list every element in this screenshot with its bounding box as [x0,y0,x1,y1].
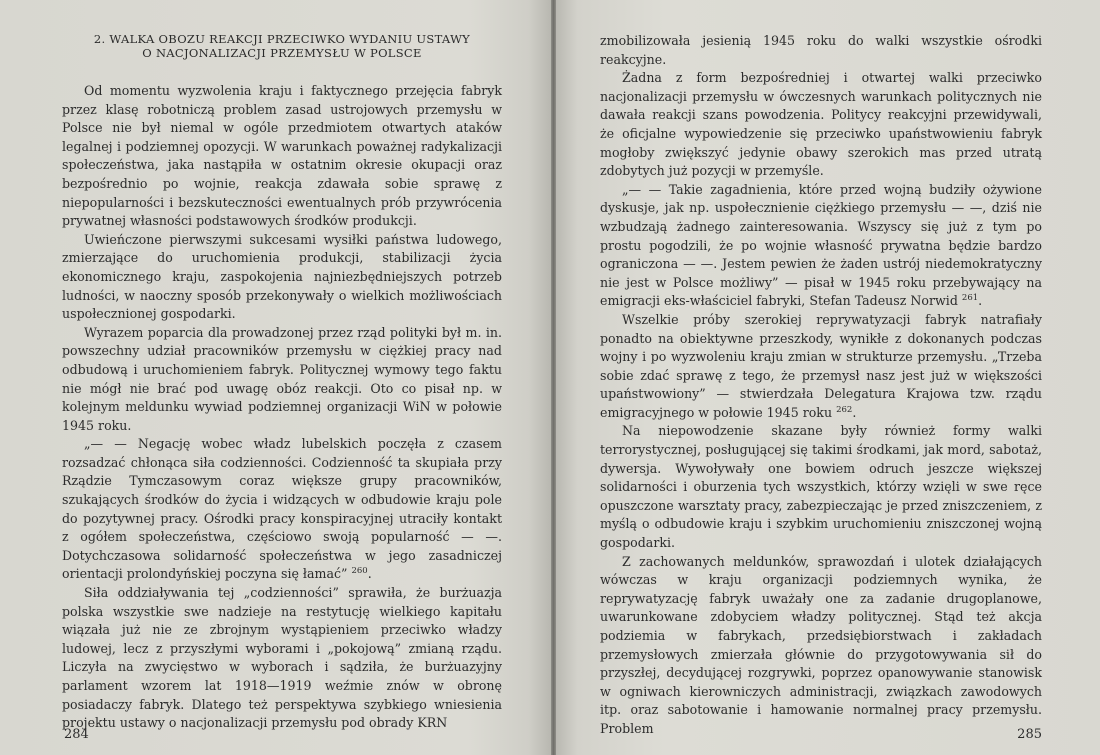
right-page-text [600,32,1042,739]
left-page-text [62,82,502,733]
paragraph: Z zachowanych meldunków, sprawozdań i ulotek działających wówczas w kraju organizacji podziemnych wynika, że reprywatyzację fabryk uważały one za zadanie drugoplanowe, uwarunkowane zdobyciem władzy politycznej. Stąd też akcja podziemia w fabrykach, przedsiębiorstwach i zakładach przemysłowych zmierzała głównie do przygotowywania sił do przyszłej, decydującej rozgrywki, poprzez opanowywanie stanowisk w ogniwach kierowniczych administracji, związkach zawodowych itp. oraz sabotowanie i hamowanie normalnej pracy przemysłu. Problem [600,553,1042,736]
paragraph: Wszelkie próby szerokiej reprywatyzacji fabryk natrafiały ponadto na obiektywne przeszkody, wynikłe z dokonanych podczas wojny i po wyzwoleniu kraju zmian w strukturze przemysłu. „Trzeba sobie zdać sprawę z tego, że przemysł nasz jest już w większości upaństwowiony” — stwierdzała Delegatura Krajowa tzw. rządu emigracyjnego w połowie 1945 roku $^{262}$. [600,311,1042,420]
heading-line-2: O NACJONALIZACJI PRZEMYSŁU W POLSCE [142,46,422,60]
footnote-ref: 262 [836,404,853,415]
paragraph: Na niepowodzenie skazane były również formy walki terrorystycznej, posługującej się takimi środkami, jak mord, sabotaż, dywersja. Wywoływały one bowiem odruch jeszcze większej solidarności i oburzenia tych wszystkich, którzy wzięli w swe ręce opuszczone warsztaty pracy, zabezpieczając je przed zniszczeniem, z myślą o odbudowie kraju i szybkim uruchomieniu zniszczonej wojną gospodarki. [600,423,1042,551]
footnote-ref: 261 [961,293,979,304]
paragraph: Wyrazem poparcia dla prowadzonej przez rząd polityki był m. in. powszechny udział pracowników przemysłu w ciężkiej pracy nad odbudową i uruchomieniem fabryk. Politycznej wymowy tego faktu nie mógł nie brać pod uwagę obóz reakcji. Oto co pisał np. w kolejnym meldunku wywiad podziemnej organizacji WiN w połowie 1945 roku. [62,324,502,433]
paragraph: Uwieńczone pierwszymi sukcesami wysiłki państwa ludowego, zmierzające do uruchomienia produkcji, stabilizacji życia ekonomicznego kraju, zaspokojenia najniezbędniejszych potrzeb ludności, w naoczny sposób przekonywały o wielkich możliwościach uspołecznionej gospodarki. [62,231,502,322]
paragraph: Od momentu wyzwolenia kraju i faktycznego przejęcia fabryk przez klasę robotniczą problem zasad ustrojowych przemysłu w Polsce nie był niemal w ogóle przedmiotem otwartych ataków legalnej i podziemnej opozycji. W warunkach poważnej radykalizacji społeczeństwa, jaka nastąpiła w ostatnim okresie okupacji oraz bezpośrednio po wojnie, reakcja zdawała sobie sprawę z niepopularności i bezskuteczności ewentualnych prób przywrócenia prywatnej własności podstawowych środków produkcji. [62,83,502,229]
section-heading [62,32,502,60]
quote-text: „— — Negację wobec władz lubelskich poczęła z czasem rozsadzać chłonąca siła codzienności. Codzienność ta skupiała przy Rządzie Tymczasowym coraz większe grupy pracowników, szukających środków do życia i widzących w odbudowie kraju pole do pozytywnej pracy. Ośrodki pracy konspiracyjnej utraciły kontakt z ogółem społeczeństwa, częściowo swoją popularność — —. Dotychczasowa solidarność społeczeństwa w jego zasadniczej orientacji prolondyńskiej poczyna się łamać” [62,436,502,582]
quote-text: „— — Takie zagadnienia, które przed wojną budziły ożywione dyskusje, jak np. uspołecznienie ciężkiego przemysłu — —, dziś nie wzbudzają żadnego zainteresowania. Wszyscy się już z tym po prostu pogodzili, że po wojnie własność prywatna będzie bardzo ograniczona — —. Jestem pewien że żaden ustrój niedemokratyczny nie jest w Polsce możliwy” — pisał w 1945 roku przebywający na emigracji eks-właściciel fabryki, Stefan Tadeusz Norwid [600,181,1042,309]
footnote-ref: 260 [351,566,368,577]
right-page [556,0,1100,755]
paragraph-text: Wszelkie próby szerokiej reprywatyzacji fabryk natrafiały ponadto na obiektywne przeszkody, wynikłe z dokonanych podczas wojny i po wyzwoleniu kraju zmian w strukturze przemysłu. „Trzeba sobie zdać sprawę z tego, że przemysł nasz jest już w większości upaństwowiony” — stwierdzała Delegatura Krajowa tzw. rządu emigracyjnego w połowie 1945 roku [600,311,1042,420]
quote-paragraph: „— — Takie zagadnienia, które przed wojną budziły ożywione dyskusje, jak np. uspołecznienie ciężkiego przemysłu — —, dziś nie wzbudzają żadnego zainteresowania. Wszyscy się już z tym po prostu pogodzili, że po wojnie własność prywatna będzie bardzo ograniczona — —. Jestem pewien że żaden ustrój niedemokratyczny nie jest w Polsce możliwy” — pisał w 1945 roku przebywający na emigracji eks-właściciel fabryki, Stefan Tadeusz Norwid $^{261}$. [600,181,1042,309]
paragraph: zmobilizowała jesienią 1945 roku do walki wszystkie ośrodki reakcyjne. [600,33,1042,67]
heading-line-1: 2. WALKA OBOZU REAKCJI PRZECIWKO WYDANIU USTAWY [93,32,471,46]
paragraph: Siła oddziaływania tej „codzienności” sprawiła, że burżuazja polska wszystkie swe nadzieje na restytucję wielkiego kapitału wiązała już nie ze zbrojnym wystąpieniem przeciwko władzy ludowej, lecz z przyszłymi wyborami i „pokojową” zmianą rządu. Liczyła na zwycięstwo w wyborach i sądziła, że burżuazyjny parlament wzorem lat 1918—1919 weźmie znów w obronę posiadaczy fabryk. Dlatego też perspektywa szybkiego wniesienia projektu ustawy o nacjonalizacji przemysłu pod obrady KRN [62,585,502,731]
quote-paragraph: „— — Negację wobec władz lubelskich poczęła z czasem rozsadzać chłonąca siła codzienności. Codzienność ta skupiała przy Rządzie Tymczasowym coraz większe grupy pracowników, szukających środków do życia i widzących w odbudowie kraju pole do pozytywnej pracy. Ośrodki pracy konspiracyjnej utraciły kontakt z ogółem społeczeństwa, częściowo swoją popularność — —. Dotychczasowa solidarność społeczeństwa w jego zasadniczej orientacji prolondyńskiej poczyna się łamać” $^{260}$. [62,436,502,582]
page-number: 285 [1017,727,1042,742]
paragraph: Żadna z form bezpośredniej i otwartej walki przeciwko nacjonalizacji przemysłu w ówczesnych warunkach politycznych nie dawała reakcji szans powodzenia. Politycy reakcyjni przewidywali, że oficjalne wypowiedzenie się przeciwko upaństwowieniu fabryk mogłoby zwiększyć jedynie obawy szerokich mas przed utratą zdobytych już pozycji w przemyśle. [600,70,1042,179]
page-number: 284 [64,727,89,742]
